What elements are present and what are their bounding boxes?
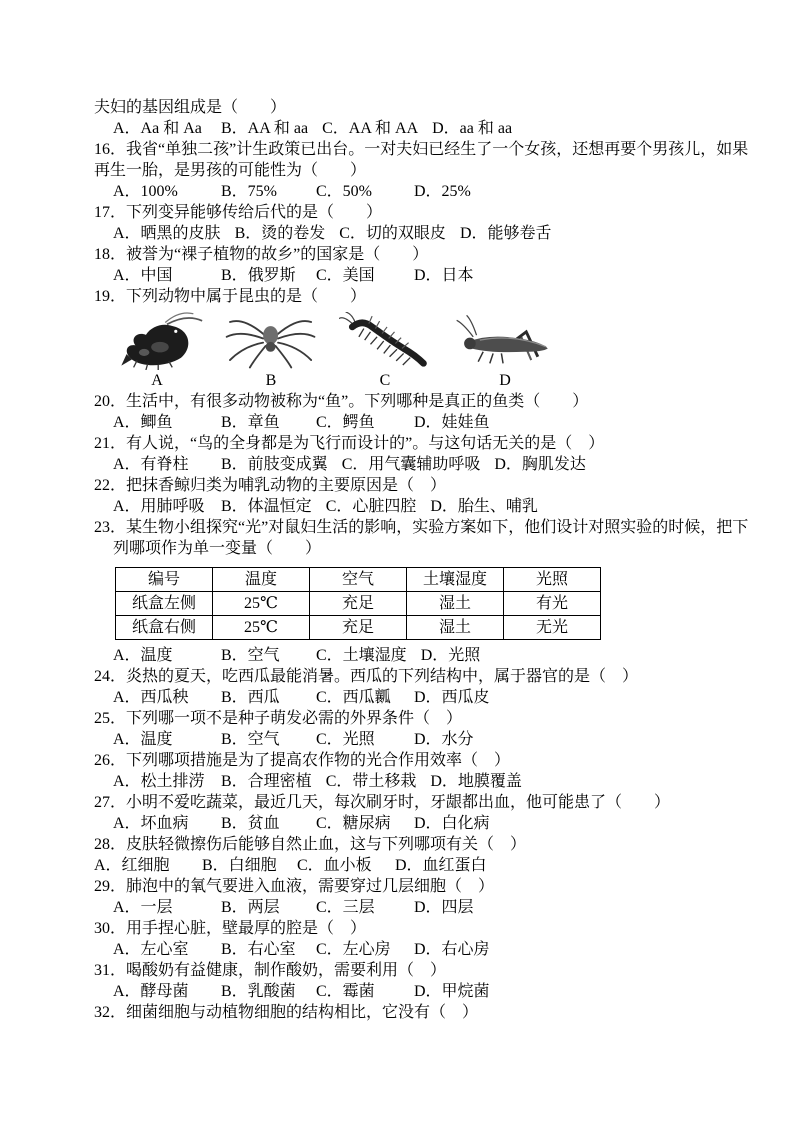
option-B: B．合理密植 <box>221 773 312 790</box>
option-D: D．西瓜皮 <box>414 689 490 706</box>
option-B: B．右心室 <box>221 941 296 958</box>
question-line: 22．把抹香鲸归类为哺乳动物的主要原因是（ ） <box>94 477 447 494</box>
option-B: B．75% <box>221 183 278 200</box>
option-B: B．烫的卷发 <box>234 225 326 242</box>
option-C: C．心脏四腔 <box>325 498 417 515</box>
option-C: C．土壤湿度 <box>316 647 407 664</box>
option-A: A．鲫鱼 <box>113 414 173 431</box>
table-cell: 有光 <box>504 592 601 616</box>
figure-item-D <box>442 312 568 391</box>
question-line: 17．下列变异能够传给后代的是（ ） <box>94 204 383 221</box>
option-D: D．白化病 <box>414 815 490 832</box>
table-header-cell: 温度 <box>213 568 310 592</box>
question-figure-row <box>100 312 708 391</box>
option-A: A．晒黑的皮肤 <box>113 225 221 242</box>
table-header-cell: 编号 <box>116 568 213 592</box>
question-line: 再生一胎，是男孩的可能性为（ ） <box>94 162 367 179</box>
question-line: 25．下列哪一项不是种子萌发必需的外界条件（ ） <box>94 710 463 727</box>
option-D: D．娃娃鱼 <box>414 414 490 431</box>
option-B: B．章鱼 <box>221 414 280 431</box>
option-C: C．三层 <box>316 899 375 916</box>
table-cell: 纸盒左侧 <box>116 592 213 616</box>
option-B: B．贫血 <box>221 815 280 832</box>
option-B: B．俄罗斯 <box>221 267 296 284</box>
table-cell: 纸盒右侧 <box>116 616 213 640</box>
question-line: 27．小明不爱吃蔬菜，最近几天，每次刷牙时，牙龈都出血，他可能患了（ ） <box>94 794 671 811</box>
centipede-image <box>339 312 430 370</box>
option-C: C．50% <box>316 183 373 200</box>
option-C: C．西瓜瓤 <box>316 689 391 706</box>
table-header-cell: 光照 <box>504 568 601 592</box>
option-B: B．空气 <box>221 731 280 748</box>
question-line: 30．用手捏心脏，壁最厚的腔是（ ） <box>94 920 367 937</box>
option-B: B．乳酸菌 <box>221 983 296 1000</box>
option-B: B．白细胞 <box>202 857 277 874</box>
option-D: D．能够卷舌 <box>459 225 552 242</box>
option-D: D．光照 <box>420 647 481 664</box>
option-D: D．25% <box>414 183 471 200</box>
option-B: B．AA 和 aa <box>221 120 309 137</box>
option-D: D．地膜覆盖 <box>430 773 522 790</box>
option-D: D．水分 <box>414 731 474 748</box>
options-row <box>94 981 708 1002</box>
option-D: D．血红蛋白 <box>395 857 487 874</box>
option-B: B．西瓜 <box>221 689 280 706</box>
option-D: D．四层 <box>414 899 474 916</box>
options-row <box>94 939 708 960</box>
figure-label: C <box>379 372 391 389</box>
question-line: 19．下列动物中属于昆虫的是（ ） <box>94 288 367 305</box>
option-A: A．温度 <box>113 731 173 748</box>
options-row <box>94 687 708 708</box>
table-cell: 充足 <box>310 592 407 616</box>
question-line: 26．下列哪项措施是为了提高农作物的光合作用效率（ ） <box>94 752 511 769</box>
options-row <box>94 897 708 918</box>
option-D: D．右心房 <box>414 941 490 958</box>
option-B: B．前肢变成翼 <box>221 456 328 473</box>
question-line: 28．皮肤轻微擦伤后能够自然止血，这与下列哪项有关（ ） <box>94 836 527 853</box>
table-cell: 无光 <box>504 616 601 640</box>
table-row <box>116 592 601 616</box>
question-line: 21．有人说，“鸟的全身都是为飞行而设计的”。与这句话无关的是（ ） <box>94 435 605 452</box>
option-C: C．切的双眼皮 <box>339 225 446 242</box>
options-row <box>94 813 708 834</box>
option-D: D．甲烷菌 <box>414 983 490 1000</box>
table-header-cell: 土壤湿度 <box>407 568 504 592</box>
table-cell: 25℃ <box>213 616 310 640</box>
option-C: C．美国 <box>316 267 375 284</box>
grasshopper-image <box>455 312 554 370</box>
option-C: C．糖尿病 <box>316 815 391 832</box>
option-C: C．光照 <box>316 731 375 748</box>
option-A: A．Aa 和 Aa <box>113 120 202 137</box>
question-line: 23．某生物小组探究“光”对鼠妇生活的影响，实验方案如下，他们设计对照实验的时候，把下 <box>94 519 749 536</box>
figure-label: B <box>265 372 277 389</box>
options-row <box>94 181 708 202</box>
option-C: C．霉菌 <box>316 983 375 1000</box>
figure-item-B <box>214 312 328 391</box>
option-C: C．带土移栽 <box>325 773 417 790</box>
option-A: A．西瓜秧 <box>113 689 189 706</box>
options-row <box>94 223 708 244</box>
options-row <box>94 771 708 792</box>
option-D: D．aa 和 aa <box>432 120 513 137</box>
table-cell: 湿土 <box>407 616 504 640</box>
table-cell: 25℃ <box>213 592 310 616</box>
option-D: D．日本 <box>414 267 474 284</box>
figure-item-C <box>328 312 442 391</box>
figure-label: A <box>151 372 163 389</box>
option-A: A．松土排涝 <box>113 773 205 790</box>
question-line: 列哪项作为单一变量（ ） <box>113 540 322 557</box>
question-line: 18．被誉为“裸子植物的故乡”的国家是（ ） <box>94 246 429 263</box>
option-A: A．有脊柱 <box>113 456 189 473</box>
option-C: C．用气囊辅助呼吸 <box>341 456 481 473</box>
question-line: 31．喝酸奶有益健康，制作酸奶，需要利用（ ） <box>94 962 447 979</box>
option-A: A．酵母菌 <box>113 983 189 1000</box>
options-row <box>94 412 708 433</box>
shrimp-image <box>109 312 206 370</box>
option-B: B．体温恒定 <box>221 498 312 515</box>
table-cell: 湿土 <box>407 592 504 616</box>
option-D: D．胎生、哺乳 <box>430 498 538 515</box>
option-C: C．血小板 <box>297 857 372 874</box>
option-A: A．红细胞 <box>94 857 170 874</box>
experiment-table <box>115 567 601 640</box>
table-cell: 充足 <box>310 616 407 640</box>
question-line: 夫妇的基因组成是（ ） <box>94 99 287 116</box>
option-A: A．坏血病 <box>113 815 189 832</box>
option-B: B．两层 <box>221 899 280 916</box>
option-C: C．AA 和 AA <box>322 120 419 137</box>
spider-image <box>225 312 316 370</box>
figure-item-A <box>100 312 214 391</box>
question-line: 16．我省“单独二孩”计生政策已出台。一对夫妇已经生了一个女孩，还想再要个男孩儿，如果 <box>94 141 749 158</box>
table-header-cell: 空气 <box>310 568 407 592</box>
question-line: 32．细菌细胞与动植物细胞的结构相比，它没有（ ） <box>94 1004 479 1021</box>
options-row <box>94 454 708 475</box>
option-A: A．100% <box>113 183 178 200</box>
option-C: C．鳄鱼 <box>316 414 375 431</box>
options-row <box>94 729 708 750</box>
option-A: A．用肺呼吸 <box>113 498 205 515</box>
options-row <box>94 496 708 517</box>
question-line: 20．生活中，有很多动物被称为“鱼”。下列哪种是真正的鱼类（ ） <box>94 393 589 410</box>
figure-label: D <box>499 372 511 389</box>
question-line: 24．炎热的夏天，吃西瓜最能消暑。西瓜的下列结构中，属于器官的是（ ） <box>94 668 639 685</box>
table-row <box>116 616 601 640</box>
question-line: 29．肺泡中的氧气要进入血液，需要穿过几层细胞（ ） <box>94 878 495 895</box>
table-header-row <box>116 568 601 592</box>
option-A: A．一层 <box>113 899 173 916</box>
options-row <box>94 855 708 876</box>
option-A: A．左心室 <box>113 941 189 958</box>
option-B: B．空气 <box>221 647 280 664</box>
option-A: A．温度 <box>113 647 173 664</box>
option-C: C．左心房 <box>316 941 391 958</box>
option-A: A．中国 <box>113 267 173 284</box>
options-row <box>94 265 708 286</box>
options-row <box>94 645 708 666</box>
options-row <box>94 118 708 139</box>
option-D: D．胸肌发达 <box>494 456 586 473</box>
